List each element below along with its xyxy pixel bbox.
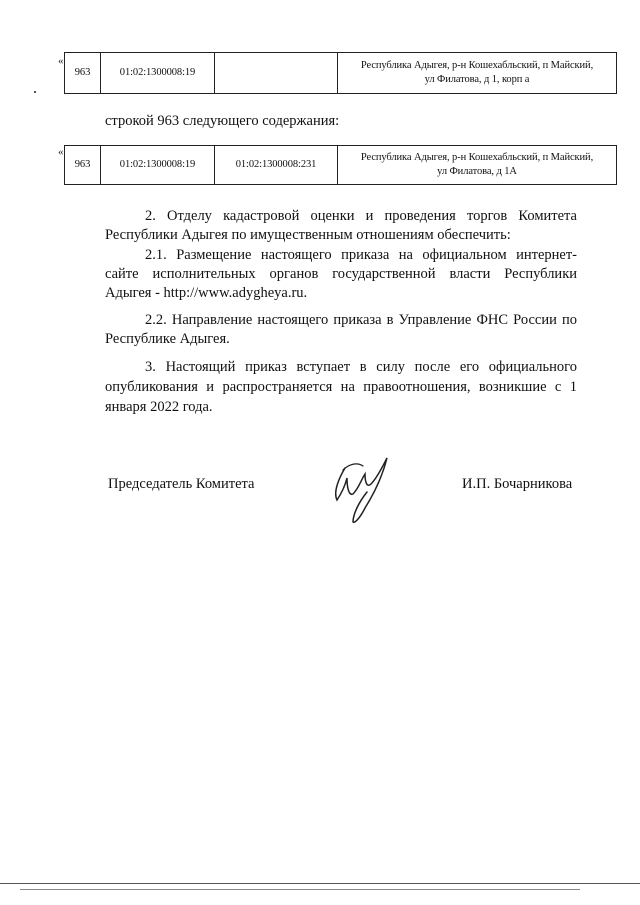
paragraph-2-line-1: 2. Отделу кадастровой оценки и проведения торгов Комитета — [145, 208, 577, 224]
handwritten-signature — [325, 448, 395, 528]
row-number-cell: 963 — [65, 53, 101, 94]
address-line-1: Республика Адыгея, р-н Кошехабльский, п Майский, — [360, 152, 594, 163]
open-quote-2: « — [58, 146, 64, 158]
paragraph-2-line-2: Республики Адыгея по имущественным отношениям обеспечить: — [105, 227, 511, 243]
paragraph-3-line-3: января 2022 года. — [105, 399, 213, 415]
signatory-title: Председатель Комитета — [108, 476, 255, 492]
cadastral-number-cell: 01:02:1300008:19 — [101, 146, 215, 185]
scan-speck — [34, 91, 36, 93]
address-cell — [338, 146, 617, 185]
paragraph-3-line-2: опубликования и распространяется на правоотношения, возникшие с 1 — [105, 379, 577, 395]
page-bottom-edge-shadow — [20, 889, 580, 890]
address-cell — [338, 53, 617, 94]
cadastral-number-cell: 01:02:1300008:19 — [101, 53, 215, 94]
paragraph-2-2-line-1: 2.2. Направление настоящего приказа в Управление ФНС России по — [145, 312, 577, 328]
intro-text: строкой 963 следующего содержания: — [105, 113, 340, 129]
linked-cadastral-cell — [215, 53, 338, 94]
address-line-1: Республика Адыгея, р-н Кошехабльский, п Майский, — [360, 60, 594, 71]
linked-cadastral-cell: 01:02:1300008:231 — [215, 146, 338, 185]
register-row-old — [64, 52, 617, 94]
address-line-2: ул Филатова, д 1А — [437, 166, 517, 177]
paragraph-2-2-line-2: Республике Адыгея. — [105, 331, 230, 347]
paragraph-3-line-1: 3. Настоящий приказ вступает в силу после его официального — [145, 359, 577, 375]
address-line-2: ул Филатова, д 1, корп а — [424, 74, 530, 85]
signatory-name: И.П. Бочарникова — [462, 476, 573, 492]
paragraph-2-1-line-1: 2.1. Размещение настоящего приказа на официальном интернет- — [145, 247, 577, 263]
open-quote-1: « — [58, 55, 64, 67]
paragraph-2-1-line-2: сайте исполнительных органов государственной власти Республики — [105, 266, 577, 282]
page-bottom-edge — [0, 883, 640, 884]
paragraph-2-1-line-3: Адыгея - http://www.adygheya.ru. — [105, 285, 308, 301]
row-number-cell: 963 — [65, 146, 101, 185]
register-row-new — [64, 145, 617, 185]
